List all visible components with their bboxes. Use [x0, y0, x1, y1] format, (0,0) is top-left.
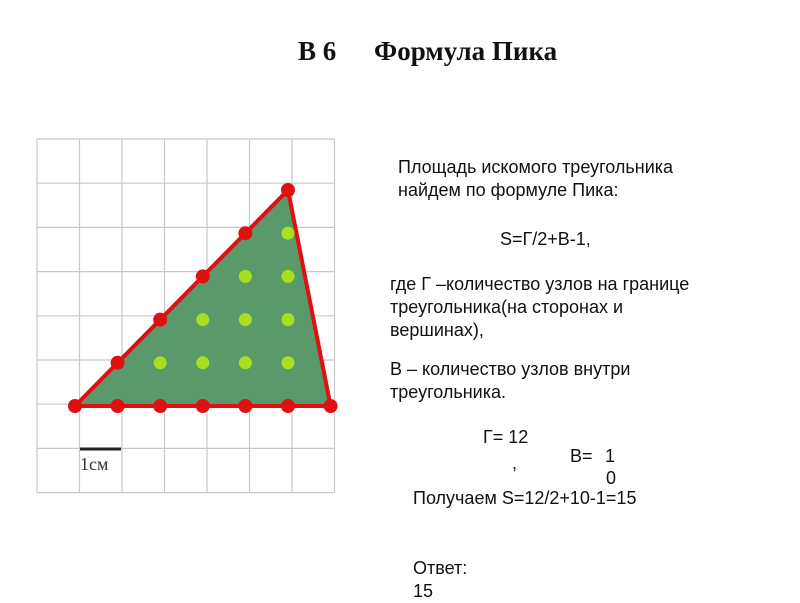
interior-node: [196, 356, 209, 369]
interior-node: [239, 313, 252, 326]
boundary-node: [324, 399, 338, 413]
interior-node: [239, 270, 252, 283]
boundary-node: [196, 269, 210, 283]
answer-value: 15: [413, 581, 434, 601]
problem-number: В 6: [298, 36, 337, 66]
interior-count-digit-2: 0: [606, 468, 617, 488]
boundary-count: Г= 12: [483, 427, 529, 447]
boundary-definition: где Г –количество узлов на границе треугольника(на сторонах и вершинах),: [390, 274, 690, 340]
title-text: Формула Пика: [374, 36, 558, 66]
boundary-node: [111, 356, 125, 370]
boundary-node: [68, 399, 82, 413]
intro-text: Площадь искомого треугольника найдем по формуле Пика:: [398, 157, 674, 200]
boundary-count-comma: ,: [512, 453, 518, 473]
answer-label: Ответ:: [413, 558, 468, 578]
interior-node: [239, 356, 252, 369]
boundary-node: [196, 399, 210, 413]
calculation: Получаем S=12/2+10-1=15: [413, 488, 637, 508]
interior-node: [154, 356, 167, 369]
boundary-node: [153, 313, 167, 327]
interior-count-label: В=: [570, 446, 593, 466]
boundary-node: [238, 226, 252, 240]
pick-formula: S=Г/2+В-1,: [500, 229, 591, 249]
answer: [413, 534, 467, 603]
triangle-fill: [75, 190, 331, 406]
boundary-node: [281, 183, 295, 197]
interior-node: [282, 313, 295, 326]
boundary-node: [281, 399, 295, 413]
boundary-node: [153, 399, 167, 413]
interior-node: [282, 227, 295, 240]
scale-label: 1см: [80, 454, 109, 474]
interior-count-digit-1: 1: [605, 446, 616, 466]
interior-definition: В – количество узлов внутри треугольника.: [390, 359, 631, 402]
interior-node: [282, 270, 295, 283]
interior-node: [196, 313, 209, 326]
interior-node: [282, 356, 295, 369]
boundary-node: [111, 399, 125, 413]
boundary-node: [238, 399, 252, 413]
